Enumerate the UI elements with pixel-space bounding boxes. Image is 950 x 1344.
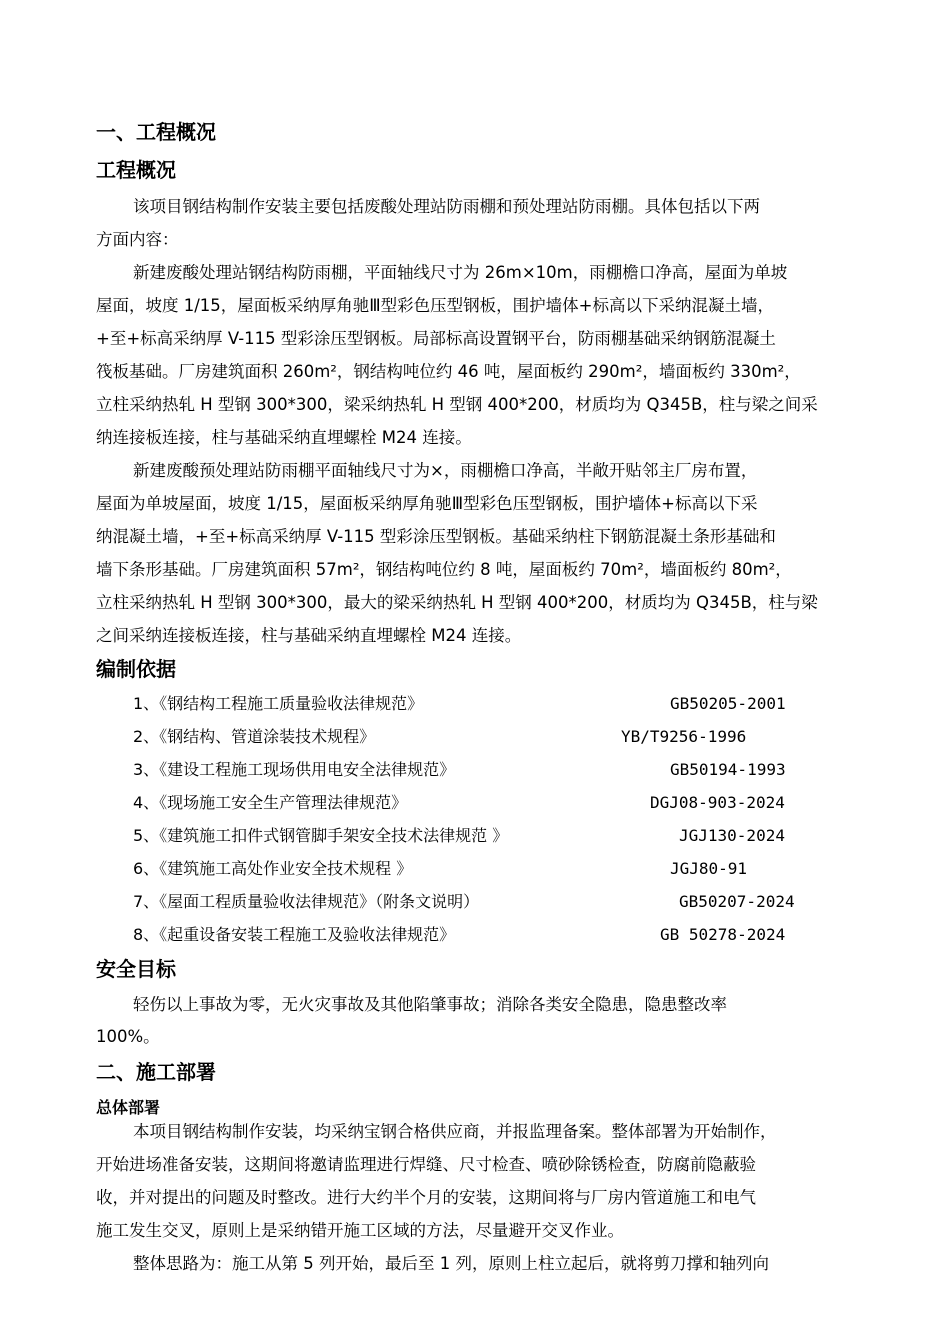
reference-item-name: 8、《起重设备安装工程施工及验收法律规范》 [133,925,456,944]
paragraph-line: 屋面为单坡屋面，坡度 1/15，屋面板采纳厚角驰Ⅲ型彩色压型钢板，围护墙体+标高以下采 [96,494,758,513]
reference-item-code: GB50194-1993 [670,760,786,779]
subsection-basis-title: 编制依据 [96,657,176,681]
paragraph-line: 立柱采纳热轧 H 型钢 300*300，最大的梁采纳热轧 H 型钢 400*200，材质均为 Q345B，柱与梁 [96,593,818,612]
paragraph-line: 筏板基础。厂房建筑面积 260m²，钢结构吨位约 46 吨，屋面板约 290m²，墙面板约 330m²， [96,362,801,381]
paragraph-line: 新建废酸处理站钢结构防雨棚，平面轴线尺寸为 26m×10m，雨棚檐口净高，屋面为单坡 [133,263,788,282]
reference-item-code: GB50207-2024 [679,892,795,911]
paragraph-line: 墙下条形基础。厂房建筑面积 57m²，钢结构吨位约 8 吨，屋面板约 70m²，墙面板约 80m²， [96,560,792,579]
paragraph-line: 新建废酸预处理站防雨棚平面轴线尺寸为×，雨棚檐口净高，半敞开贴邻主厂房布置， [133,461,758,480]
reference-item-code: GB50205-2001 [670,694,786,713]
subsection-deployment-title: 总体部署 [96,1098,161,1117]
reference-item-name: 6、《建筑施工高处作业安全技术规程 》 [133,859,413,878]
subsection-overview-title: 工程概况 [96,158,176,182]
section-1-title: 一、工程概况 [96,120,216,144]
paragraph-line: 之间采纳连接板连接，柱与基础采纳直埋螺栓 M24 连接。 [96,626,522,645]
subsection-safety-title: 安全目标 [96,957,176,981]
paragraph-line: 收，并对提出的问题及时整改。进行大约半个月的安装，这期间将与厂房内管道施工和电气 [96,1188,756,1207]
paragraph-line: 本项目钢结构制作安装，均采纳宝钢合格供应商，并报监理备案。整体部署为开始制作， [133,1122,777,1141]
reference-item-name: 5、《建筑施工扣件式钢管脚手架安全技术法律规范 》 [133,826,509,845]
paragraph-line: 立柱采纳热轧 H 型钢 300*300，梁采纳热轧 H 型钢 400*200，材质均为 Q345B，柱与梁之间采 [96,395,818,414]
paragraph-line: 该项目钢结构制作安装主要包括废酸处理站防雨棚和预处理站防雨棚。具体包括以下两 [133,197,760,216]
reference-item-code: GB 50278-2024 [660,925,786,944]
section-2-title: 二、施工部署 [96,1060,216,1084]
paragraph-line: 屋面，坡度 1/15，屋面板采纳厚角驰Ⅲ型彩色压型钢板，围护墙体+标高以下采纳混凝土墙， [96,296,774,315]
paragraph-line: 施工发生交叉，原则上是采纳错开施工区域的方法，尽量避开交叉作业。 [96,1221,624,1240]
reference-item-code: JGJ130-2024 [679,826,785,845]
paragraph-line: 开始进场准备安装，这期间将邀请监理进行焊缝、尺寸检查、喷砂除锈检查，防腐前隐蔽验 [96,1155,756,1174]
reference-item-code: JGJ80-91 [670,859,748,878]
reference-item-name: 1、《钢结构工程施工质量验收法律规范》 [133,694,424,713]
reference-item-name: 7、《屋面工程质量验收法律规范》（附条文说明） [133,892,480,911]
reference-item-code: YB/T9256-1996 [621,727,747,746]
reference-item-name: 2、《钢结构、管道涂装技术规程》 [133,727,376,746]
paragraph-line: 轻伤以上事故为零，无火灾事故及其他陷肇事故；消除各类安全隐患，隐患整改率 [133,995,727,1014]
paragraph-line: 方面内容： [96,230,179,249]
reference-item-code: DGJ08-903-2024 [650,793,785,812]
reference-item-name: 4、《现场施工安全生产管理法律规范》 [133,793,408,812]
reference-item-name: 3、《建设工程施工现场供用电安全法律规范》 [133,760,456,779]
paragraph-line: +至+标高采纳厚 V-115 型彩涂压型钢板。局部标高设置钢平台，防雨棚基础采纳钢筋混凝土 [96,329,776,348]
paragraph-line: 纳混凝土墙，+至+标高采纳厚 V-115 型彩涂压型钢板。基础采纳柱下钢筋混凝土条形基础和 [96,527,776,546]
paragraph-line: 100%。 [96,1027,160,1046]
paragraph-line: 纳连接板连接，柱与基础采纳直埋螺栓 M24 连接。 [96,428,472,447]
paragraph-line: 整体思路为：施工从第 5 列开始，最后至 1 列，原则上柱立起后，就将剪刀撑和轴列向 [133,1254,769,1273]
